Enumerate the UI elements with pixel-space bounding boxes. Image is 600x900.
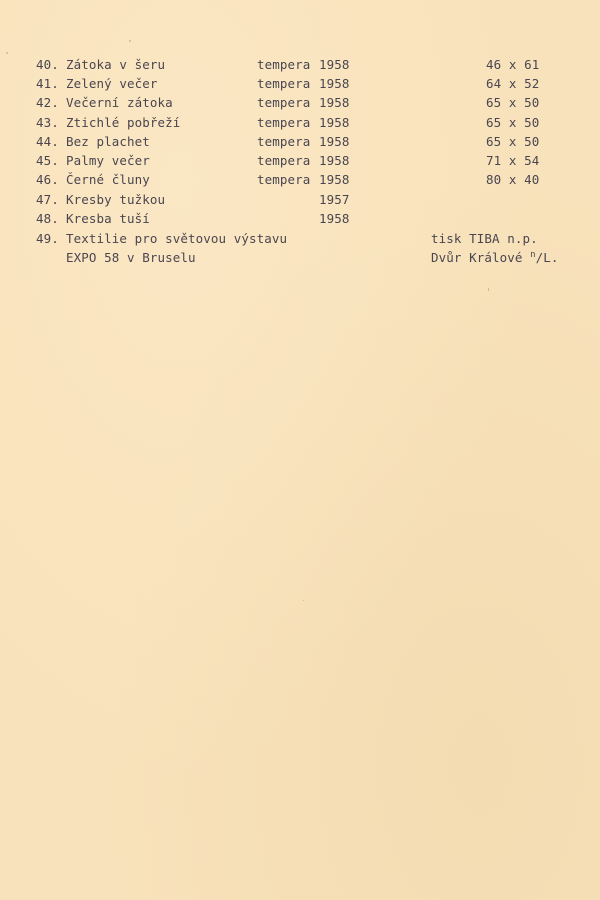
catalog-entry-42 [0,94,600,112]
entry-title: Bez plachet [66,134,150,149]
entry-technique: tempera [257,95,311,110]
entry-title: Kresba tuší [66,211,150,226]
entry-number: 45. [36,153,59,168]
entry-number: 43. [36,115,59,130]
entry-title-line-1: Textilie pro světovou výstavu [66,231,288,246]
paper-speck [129,40,131,42]
entry-size: 46 x 61 [486,57,540,72]
catalog-entry-48 [0,210,600,228]
entry-size: 65 x 50 [486,95,540,110]
entry-number: 46. [36,172,59,187]
entry-title: Večerní zátoka [66,95,173,110]
entry-year: 1958 [319,115,350,130]
catalog-entry-45 [0,152,600,170]
entry-number: 41. [36,76,59,91]
entry-title: Zátoka v šeru [66,57,166,72]
entry-technique: tempera [257,57,311,72]
entry-technique: tempera [257,76,311,91]
note-superscript: n [530,249,536,260]
paper-speck [303,600,304,601]
entry-size: 71 x 54 [486,153,540,168]
catalog-entry-44 [0,133,600,151]
entry-note-line-2 [431,249,559,267]
entry-number: 48. [36,211,59,226]
catalog-entry-43 [0,114,600,132]
catalog-entry-49-continued [0,249,600,267]
entry-title: Ztichlé pobřeží [66,115,181,130]
entry-year: 1958 [319,134,350,149]
entry-title-line-2: EXPO 58 v Bruselu [66,250,196,265]
note-suffix: /L. [535,250,559,265]
catalog-entry-47 [0,191,600,209]
entry-technique: tempera [257,115,311,130]
entry-size: 65 x 50 [486,134,540,149]
entry-year: 1958 [319,172,350,187]
note-place: Dvůr Králové [431,250,531,265]
entry-title: Palmy večer [66,153,150,168]
entry-size: 64 x 52 [486,76,540,91]
entry-title: Kresby tužkou [66,192,166,207]
entry-year: 1958 [319,211,350,226]
catalog-entry-46 [0,171,600,189]
catalog-entry-49 [0,230,600,248]
entry-number: 42. [36,95,59,110]
catalog-entry-41 [0,75,600,93]
entry-title: Černé čluny [66,172,150,187]
entry-technique: tempera [257,172,311,187]
entry-size: 65 x 50 [486,115,540,130]
entry-size: 80 x 40 [486,172,540,187]
entry-number: 49. [36,231,59,246]
entry-year: 1957 [319,192,350,207]
entry-number: 40. [36,57,59,72]
entry-year: 1958 [319,76,350,91]
entry-number: 44. [36,134,59,149]
entry-number: 47. [36,192,59,207]
entry-year: 1958 [319,153,350,168]
entry-technique: tempera [257,153,311,168]
catalog-entry-40 [0,56,600,74]
entry-title: Zelený večer [66,76,158,91]
paper-speck [488,288,489,291]
entry-year: 1958 [319,95,350,110]
entry-technique: tempera [257,134,311,149]
entry-year: 1958 [319,57,350,72]
paper-speck [6,52,8,54]
entry-note-line-1: tisk TIBA n.p. [431,231,538,246]
